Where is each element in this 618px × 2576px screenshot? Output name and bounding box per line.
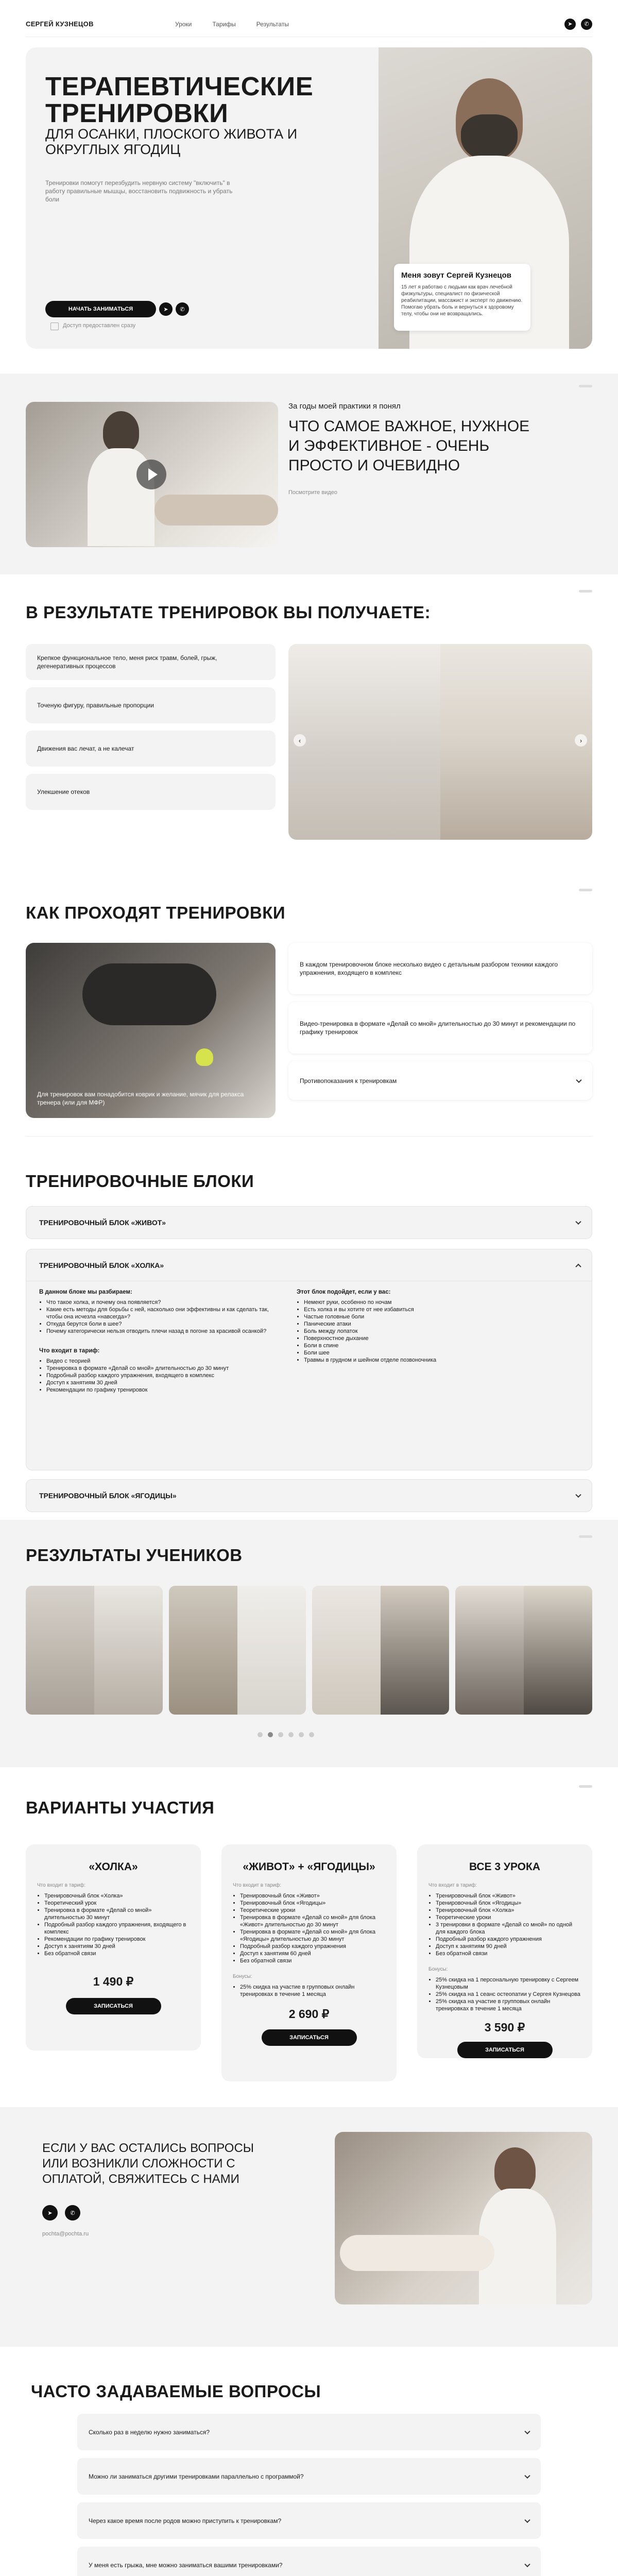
- carousel-dot[interactable]: [309, 1732, 314, 1737]
- students-section: [0, 1520, 618, 1767]
- hero-title: ТЕРАПЕВТИЧЕСКИЕ ТРЕНИРОВКИ: [45, 72, 314, 128]
- plan-price: 3 590 ₽: [484, 2021, 525, 2034]
- chevron-down-icon: [524, 2561, 530, 2567]
- plan-bonus: • 25% скидка на участие в групповых онлайн тренировках в течение 1 месяца: [240, 1984, 385, 1998]
- trainer-beard: [461, 114, 518, 161]
- plan-bonus-label: Бонусы:: [428, 1967, 448, 1972]
- nav-tariffs[interactable]: Тарифы: [212, 20, 236, 28]
- header: [26, 11, 592, 37]
- pricing-title: ВАРИАНТЫ УЧАСТИЯ: [26, 1798, 215, 1817]
- plan-bonus: • 25% скидка на участие в групповых онлайн тренировках в течение 1 месяца: [436, 1998, 581, 2012]
- block-symptom: • Есть холка и вы хотите от нее избавиться: [304, 1306, 539, 1313]
- video-trainer: [103, 411, 139, 452]
- faq-question: Через какое время после родов можно приступить к тренировкам?: [89, 2517, 282, 2524]
- block-include: • Видео с теорией: [46, 1358, 281, 1365]
- benefits-photo: [288, 644, 592, 840]
- nav-results[interactable]: Результаты: [256, 20, 289, 28]
- carousel-dot[interactable]: [268, 1732, 273, 1737]
- plan-item: • Подробный разбор каждого упражнения: [240, 1943, 385, 1950]
- contact-photo: [335, 2132, 592, 2304]
- block-topic: • Что такое холка, и почему она появляется?: [46, 1299, 281, 1306]
- benefits-section: [26, 574, 592, 878]
- accordion-title: ТРЕНИРОВОЧНЫЙ БЛОК «ХОЛКА»: [39, 1261, 164, 1269]
- block-symptom: • Частые головные боли: [304, 1313, 539, 1320]
- faq-question: Сколько раз в неделю нужно заниматься?: [89, 2428, 210, 2436]
- block-symptom: • Поверхностное дыхание: [304, 1335, 539, 1342]
- section-marker: [579, 1535, 592, 1538]
- block-include: • Тренировка в формате «Делай со мной» длительностью до 30 минут: [46, 1365, 281, 1372]
- plan-item: • Тренировка в формате «Делай со мной» для блока «Живот» длительностью до 30 минут: [240, 1914, 385, 1928]
- telegram-icon[interactable]: ➤: [564, 19, 576, 30]
- carousel-dot[interactable]: [299, 1732, 304, 1737]
- contact-title: ЕСЛИ У ВАС ОСТАЛИСЬ ВОПРОСЫ ИЛИ ВОЗНИКЛИ СЛОЖНОСТИ С ОПЛАТОЙ, СВЯЖИТЕСЬ С НАМИ: [42, 2141, 254, 2186]
- faq-item[interactable]: [77, 2547, 541, 2576]
- before-photo: [288, 644, 440, 840]
- plan-item: • Тренировка в формате «Делай со мной» для блока «Ягодицы» длительностью до 30 минут: [240, 1928, 385, 1943]
- chevron-left-icon[interactable]: ‹: [294, 734, 306, 747]
- contact-socials: [42, 2205, 80, 2221]
- contact-patient: [340, 2235, 494, 2271]
- trainer-card-text: 15 лет я работаю с людьми как врач лечебной физкультуры, специалист по физической реабилитации, массажист и эксперт по движению. Помогаю убрать боль и вернуться к здоровому телу, чтобы они не возвращались.: [401, 284, 523, 317]
- chevron-right-icon[interactable]: ›: [575, 734, 587, 747]
- section-marker: [579, 385, 592, 387]
- after-photo: [440, 644, 592, 840]
- block-left-heading: В данном блоке мы разбираем:: [39, 1289, 132, 1295]
- benefit-item: Точеную фигуру, правильные пропорции: [26, 687, 276, 723]
- plan-item: • Тренировочный блок «Холка»: [436, 1907, 581, 1914]
- plan-name: «ЖИВОТ» + «ЯГОДИЦЫ»: [243, 1861, 375, 1873]
- plan-item: • Тренировочный блок «Живот»: [240, 1892, 385, 1900]
- plan-item: • Тренировочный блок «Ягодицы»: [240, 1900, 385, 1907]
- contact-section: [0, 2107, 618, 2347]
- accordion-title: ТРЕНИРОВОЧНЫЙ БЛОК «ЖИВОТ»: [39, 1218, 166, 1227]
- plan-item: • Без обратной связи: [240, 1957, 385, 1964]
- block-symptom: • Немеют руки, особенно по ночам: [304, 1299, 539, 1306]
- carousel-dot[interactable]: [278, 1732, 283, 1737]
- benefit-item: Улекшение отеков: [26, 774, 276, 810]
- block-symptom: • Боль между лопаток: [304, 1328, 539, 1335]
- faq-title: ЧАСТО ЗАДАВАЕМЫЕ ВОПРОСЫ: [31, 2382, 321, 2401]
- plan-card: [26, 1844, 201, 2050]
- faq-item[interactable]: [77, 2414, 541, 2450]
- plan-item: • Теоретические уроки: [436, 1914, 581, 1921]
- block-include: • Подробный разбор каждого упражнения, входящего в комплекс: [46, 1372, 281, 1379]
- section-marker: [579, 1785, 592, 1788]
- watch-video-link[interactable]: Посмотрите видео: [288, 489, 337, 496]
- enroll-button[interactable]: ЗАПИСАТЬСЯ: [457, 2042, 553, 2058]
- telegram-icon[interactable]: ➤: [42, 2205, 58, 2221]
- plan-card: [417, 1844, 592, 2058]
- nav-lessons[interactable]: Уроки: [175, 20, 192, 28]
- block-symptom: • Травмы в грудном и шейном отделе позвоночника: [304, 1357, 539, 1364]
- trainer-photo: [379, 47, 592, 349]
- hero-cta: [45, 301, 189, 317]
- students-title: РЕЗУЛЬТАТЫ УЧЕНИКОВ: [26, 1546, 243, 1565]
- plan-name: ВСЕ 3 УРОКА: [469, 1861, 540, 1873]
- hero-subtitle: ДЛЯ ОСАНКИ, ПЛОСКОГО ЖИВОТА И ОКРУГЛЫХ ЯГОДИЦ: [45, 126, 298, 157]
- student-result[interactable]: [169, 1586, 306, 1715]
- plan-label: Что входит в тариф:: [428, 1883, 477, 1888]
- video-section: [0, 374, 618, 574]
- chevron-down-icon: [524, 2472, 530, 2478]
- header-socials: [564, 19, 592, 30]
- chevron-up-icon: [575, 1263, 581, 1269]
- plan-item: • 3 тренировки в формате «Делай со мной» по одной для каждого блока: [436, 1921, 581, 1936]
- block-topic: • Почему категорически нельзя отводить плечи назад в погоне за красивой осанкой?: [46, 1328, 281, 1335]
- block-include: • Рекомендации по графику тренировок: [46, 1386, 281, 1394]
- accordion-block-glutes[interactable]: [26, 1479, 592, 1512]
- contraindications-label: Противопоказания к тренировкам: [300, 1077, 397, 1084]
- plan-item: • Доступ к занятиям 30 дней: [44, 1943, 190, 1950]
- block-right-heading: Этот блок подойдет, если у вас:: [297, 1289, 391, 1295]
- block-include: • Доступ к занятиям 30 дней: [46, 1379, 281, 1386]
- accordion-content: [26, 1281, 592, 1394]
- training-ball: [196, 1048, 213, 1066]
- play-icon[interactable]: [136, 460, 166, 489]
- section-marker: [579, 590, 592, 592]
- chevron-down-icon: [575, 1219, 581, 1225]
- plan-item: • Подробный разбор каждого упражнения: [436, 1936, 581, 1943]
- block-topic: • Откуда берутся боли в шее?: [46, 1320, 281, 1328]
- faq-question: У меня есть грыжа, мне можно заниматься вашими тренировками?: [89, 2561, 283, 2569]
- trainer-card: [394, 264, 530, 331]
- plan-item: • Теоретические уроки: [240, 1907, 385, 1914]
- plan-item: • Доступ к занятиям 60 дней: [240, 1950, 385, 1957]
- hero: [26, 47, 592, 349]
- start-button[interactable]: НАЧАТЬ ЗАНИМАТЬСЯ: [45, 301, 156, 317]
- whatsapp-icon[interactable]: ✆: [65, 2205, 80, 2221]
- benefits-list: [26, 644, 276, 817]
- enroll-button[interactable]: ЗАПИСАТЬСЯ: [262, 2029, 357, 2046]
- faq-item[interactable]: [77, 2458, 541, 2495]
- plan-item: • Рекомендации по графику тренировок: [44, 1936, 190, 1943]
- carousel-dot[interactable]: [288, 1732, 294, 1737]
- how-section: [26, 878, 592, 1121]
- access-note: Доступ предоставлен сразу: [63, 323, 136, 329]
- plan-item: • Тренировка в формате «Делай со мной» длительностью 30 минут: [44, 1907, 190, 1921]
- benefit-item: Крепкое функциональное тело, меня риск травм, болей, грыж, дегенеративных процессов: [26, 644, 276, 680]
- training-figure: [82, 963, 216, 1025]
- plan-item: • Подробный разбор каждого упражнения, входящего в комплекс: [44, 1921, 190, 1936]
- benefit-item: Движения вас лечат, а не калечат: [26, 731, 276, 767]
- whatsapp-icon[interactable]: ✆: [581, 19, 592, 30]
- block-symptom: • Боли шее: [304, 1349, 539, 1357]
- training-photo: [26, 943, 276, 1118]
- plan-item: • Без обратной связи: [436, 1950, 581, 1957]
- plan-item: • Тренировочный блок «Холка»: [44, 1892, 190, 1900]
- block-symptom: • Боли в спине: [304, 1342, 539, 1349]
- plan-price: 2 690 ₽: [288, 2007, 330, 2021]
- accordion-block-belly[interactable]: [26, 1206, 592, 1239]
- accordion-title: ТРЕНИРОВОЧНЫЙ БЛОК «ЯГОДИЦЫ»: [39, 1492, 177, 1500]
- plan-label: Что входит в тариф:: [233, 1883, 282, 1888]
- main-nav: [175, 21, 289, 28]
- student-result[interactable]: [312, 1586, 449, 1715]
- how-card: Видео-тренировка в формате «Делай со мной» длительностью до 30 минут и рекомендации по графику тренировок: [288, 1002, 592, 1054]
- pricing-section: [26, 1767, 592, 2107]
- faq-item[interactable]: [77, 2502, 541, 2539]
- plan-bonus: • 25% скидка на 1 сеанс остеопатии у Сергея Кузнецова: [436, 1991, 581, 1998]
- plan-item: • Доступ к занятиям 90 дней: [436, 1943, 581, 1950]
- blocks-title: ТРЕНИРОВОЧНЫЕ БЛОКИ: [26, 1172, 254, 1191]
- chevron-down-icon: [576, 1077, 581, 1082]
- students-carousel: [26, 1586, 592, 1715]
- enroll-button[interactable]: ЗАПИСАТЬСЯ: [66, 1998, 161, 2014]
- faq-section: [26, 2347, 592, 2576]
- plan-label: Что входит в тариф:: [37, 1883, 86, 1888]
- carousel-dots: [258, 1732, 314, 1737]
- blocks-section: [26, 1136, 592, 1520]
- block-symptom: • Панические атаки: [304, 1320, 539, 1328]
- training-caption: Для тренировок вам понадобится коврик и желание, мячик для релакса тренера (или для МФР): [37, 1091, 244, 1106]
- block-includes-heading: Что входит в тариф:: [39, 1348, 100, 1354]
- hero-description: Тренировки помогут перезбудить нервную систему "включить" в работу правильные мышцы, восстановить подвижность и убрать боли: [45, 179, 233, 203]
- video-label: За годы моей практики я понял: [288, 402, 401, 411]
- plan-bonus-label: Бонусы:: [233, 1974, 252, 1979]
- plan-card: [221, 1844, 397, 2081]
- plan-price: 1 490 ₽: [93, 1975, 134, 1988]
- logo[interactable]: СЕРГЕЙ КУЗНЕЦОВ: [26, 20, 94, 28]
- faq-question: Можно ли заниматься другими тренировками параллельно с программой?: [89, 2472, 304, 2480]
- plan-item: • Теоретический урок: [44, 1900, 190, 1907]
- plan-item: • Тренировочный блок «Живот»: [436, 1892, 581, 1900]
- student-result[interactable]: [26, 1586, 163, 1715]
- contraindications-toggle[interactable]: [288, 1061, 592, 1100]
- chevron-down-icon: [524, 2428, 530, 2434]
- accordion-block-neck[interactable]: [26, 1249, 592, 1470]
- video-player[interactable]: [26, 402, 278, 547]
- chevron-down-icon: [524, 2517, 530, 2522]
- benefits-title: В РЕЗУЛЬТАТЕ ТРЕНИРОВОК ВЫ ПОЛУЧАЕТЕ:: [26, 603, 431, 622]
- whatsapp-icon[interactable]: ✆: [176, 302, 189, 316]
- chevron-down-icon: [575, 1492, 581, 1498]
- how-card: В каждом тренировочном блоке несколько видео с детальным разбором техники каждого упражнения, входящего в комплекс: [288, 943, 592, 994]
- how-title: КАК ПРОХОДЯТ ТРЕНИРОВКИ: [26, 903, 286, 922]
- contact-trainer: [494, 2147, 536, 2194]
- trainer-card-title: Меня зовут Сергей Кузнецов: [401, 271, 512, 280]
- section-marker: [579, 889, 592, 891]
- plan-bonus: • 25% скидка на 1 персональную тренировку с Сергеем Кузнецовым: [436, 1976, 581, 1991]
- student-result[interactable]: [455, 1586, 592, 1715]
- plan-name: «ХОЛКА»: [89, 1861, 138, 1873]
- contact-email[interactable]: pochta@pochta.ru: [42, 2231, 89, 2237]
- block-topic: • Какие есть методы для борьбы с ней, насколько они эффективны и как сделать так, чтобы она исчезла «навсегда»?: [46, 1306, 281, 1320]
- carousel-dot[interactable]: [258, 1732, 263, 1737]
- video-headline: ЧТО САМОЕ ВАЖНОЕ, НУЖНОЕ И ЭФФЕКТИВНОЕ - ОЧЕНЬ ПРОСТО И ОЧЕВИДНО: [288, 418, 530, 474]
- plan-item: • Тренировочный блок «Ягодицы»: [436, 1900, 581, 1907]
- telegram-icon[interactable]: ➤: [159, 302, 173, 316]
- plan-item: • Без обратной связи: [44, 1950, 190, 1957]
- video-patient: [154, 495, 278, 526]
